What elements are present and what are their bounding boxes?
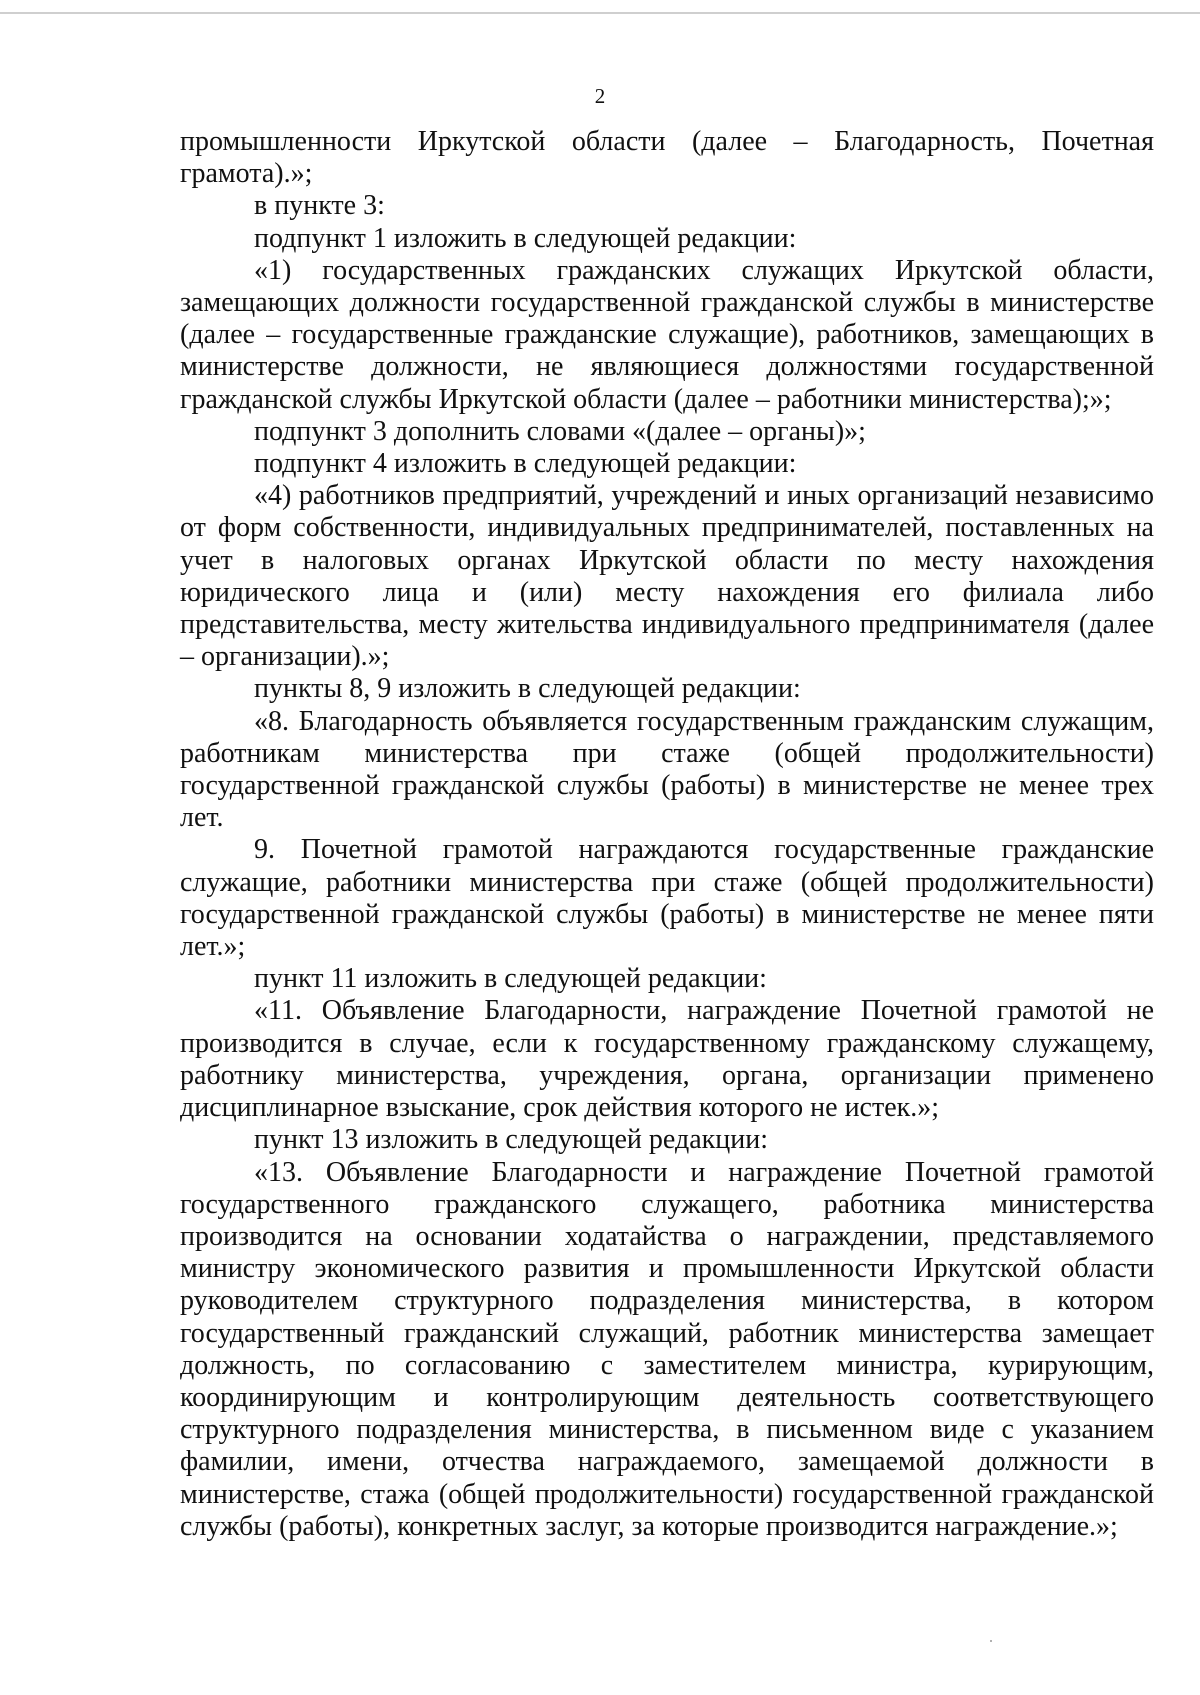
paragraph: «8. Благодарность объявляется государственным гражданским служащим, работникам министерства при стаже (общей продолжительности) государственной гражданской службы (работы) в министерстве не менее трех лет.	[180, 705, 1154, 834]
paragraph: 9. Почетной грамотой награждаются государственные гражданские служащие, работники министерства при стаже (общей продолжительности) государственной гражданской службы (работы) в министерстве не менее пяти лет.»;	[180, 834, 1154, 963]
page-number: 2	[594, 84, 606, 108]
document-body	[180, 126, 1154, 1543]
paragraph: подпункт 3 дополнить словами «(далее – органы)»;	[254, 415, 866, 447]
paragraph: промышленности Иркутской области (далее – Благодарность, Почетная грамота).»;	[180, 126, 1154, 190]
paragraph: «13. Объявление Благодарности и награждение Почетной грамотой государственного гражданского служащего, работника министерства производится на основании ходатайства о награждении, представляемого министру экономического развития и промышленности Иркутской области руководителем структурного подразделения министерства, в котором государственный гражданский служащий, работник министерства замещает должность, по согласованию с заместителем министра, курирующим, координирующим и контролирующим деятельность соответствующего структурного подразделения министерства, в письменном виде с указанием фамилии, имени, отчества награждаемого, замещаемой должности в министерстве, стажа (общей продолжительности) государственной гражданской службы (работы), конкретных заслуг, за которые производится награждение.»;	[180, 1156, 1154, 1542]
paragraph: в пункте 3:	[254, 190, 385, 222]
paragraph: пункт 13 изложить в следующей редакции:	[254, 1124, 768, 1156]
paragraph: «11. Объявление Благодарности, награждение Почетной грамотой не производится в случае, если к государственному гражданскому служащему, работнику министерства, учреждения, органа, организации применено дисциплинарное взыскание, срок действия которого не истек.»;	[180, 995, 1154, 1124]
paragraph: подпункт 1 изложить в следующей редакции:	[254, 222, 797, 254]
paragraph: пункты 8, 9 изложить в следующей редакции:	[254, 673, 801, 705]
paragraph: «4) работников предприятий, учреждений и иных организаций независимо от форм собственности, индивидуальных предпринимателей, поставленных на учет в налоговых органах Иркутской области по месту нахождения юридического лица и (или) месту нахождения его филиала либо представительства, месту жительства индивидуального предпринимателя (далее – организации).»;	[180, 480, 1154, 673]
paragraph: подпункт 4 изложить в следующей редакции:	[254, 448, 797, 480]
paragraph: «1) государственных гражданских служащих Иркутской области, замещающих должности государственной гражданской службы в министерстве (далее – государственные гражданские служащие), работников, замещающих в министерстве должности, не являющиеся должностями государственной гражданской службы Иркутской области (далее – работники министерства);»;	[180, 254, 1154, 415]
paragraph: пункт 11 изложить в следующей редакции:	[254, 963, 767, 995]
scan-edge-line	[0, 12, 1200, 14]
scan-speck	[990, 1640, 992, 1642]
